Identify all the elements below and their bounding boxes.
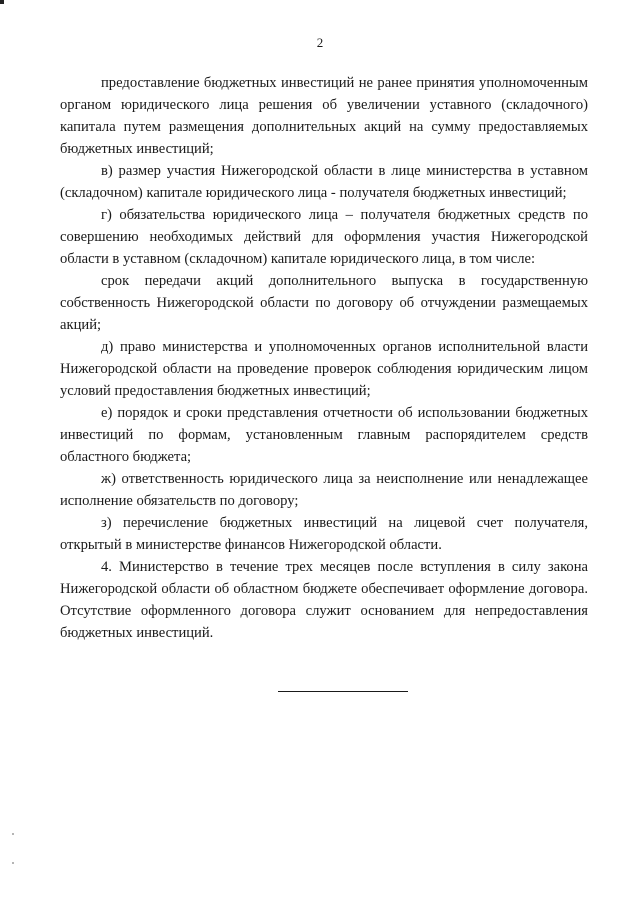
end-separator-line [278,691,408,692]
scan-artifact-dot [12,833,14,835]
scan-corner-mark [0,0,4,4]
paragraph-share-transfer-term: срок передачи акций дополнительного выпуска в государственную собственность Нижегородской области по договору об отчуждении размещаемых акций; [60,273,588,333]
paragraph-item-z: з) перечисление бюджетных инвестиций на лицевой счет получателя, открытый в министерстве финансов Нижегородской области. [60,515,588,553]
paragraph-section-4: 4. Министерство в течение трех месяцев после вступления в силу закона Нижегородской области об областном бюджете обеспечивает оформление договора. Отсутствие оформленного договора служит основанием для непредоставления бюджетных инвестиций. [60,559,588,641]
page-number: 2 [316,35,324,50]
scan-artifact-dot [12,862,14,864]
paragraph-item-e: е) порядок и сроки представления отчетности об использовании бюджетных инвестиций по формам, установленным главным распорядителем средств областного бюджета; [60,405,588,465]
paragraph-item-g: г) обязательства юридического лица – получателя бюджетных средств по совершению необходимых действий для оформления участия Нижегородской области в уставном (складочном) капитале юридического лица, в том числе: [60,207,588,267]
paragraph-item-v: в) размер участия Нижегородской области в лице министерства в уставном (складочном) капитале юридического лица - получателя бюджетных инвестиций; [60,163,588,201]
document-body [60,72,588,644]
paragraph-item-zh: ж) ответственность юридического лица за неисполнение или ненадлежащее исполнение обязательств по договору; [60,471,588,509]
paragraph-item-d: д) право министерства и уполномоченных органов исполнительной власти Нижегородской области на проведение проверок соблюдения юридическим лицом условий предоставления бюджетных инвестиций; [60,339,588,399]
paragraph-investment-condition: предоставление бюджетных инвестиций не ранее принятия уполномоченным органом юридического лица решения об увеличении уставного (складочного) капитала путем размещения дополнительных акций на сумму предоставляемых бюджетных инвестиций; [60,75,588,157]
